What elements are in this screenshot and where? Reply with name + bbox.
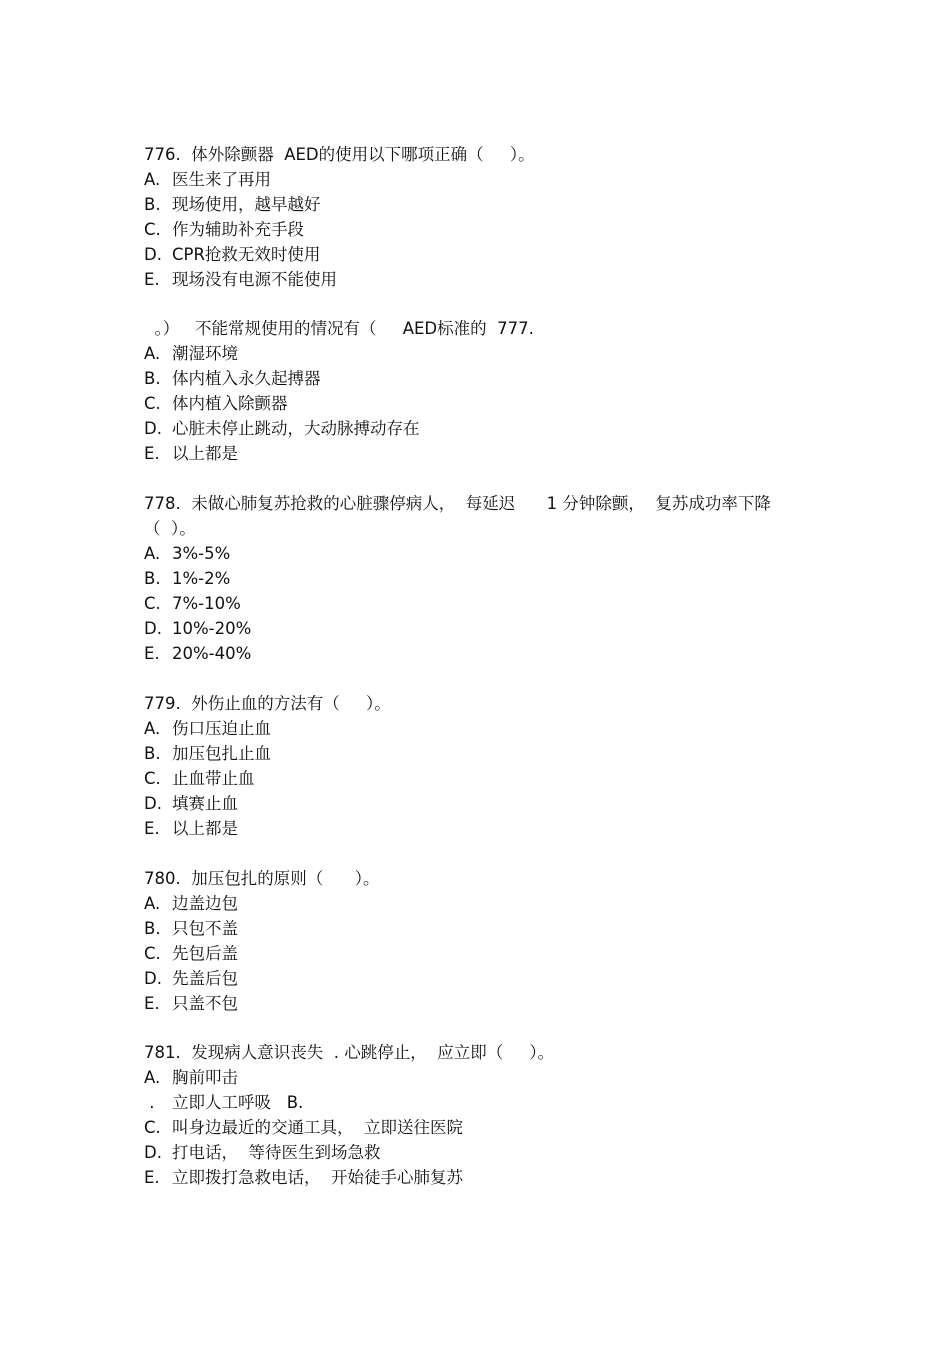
option-c <box>144 591 824 616</box>
option-letter: C. <box>144 1118 161 1137</box>
option-text: 叫身边最近的交通工具， 立即送往医院 <box>172 1118 463 1137</box>
option-e <box>144 1165 824 1190</box>
question-stem: 780. 加压包扎的原则（ ）。 <box>144 869 380 888</box>
option-d <box>144 616 824 641</box>
option-d <box>144 242 824 267</box>
question-779 <box>144 691 824 841</box>
option-letter: B. <box>144 195 161 214</box>
option-a <box>144 541 824 566</box>
option-text: 3%-5% <box>172 544 231 563</box>
option-text: 作为辅助补充手段 <box>172 220 304 239</box>
option-letter: A. <box>144 170 161 189</box>
option-e <box>144 641 824 666</box>
option-text: 心脏未停止跳动，大动脉搏动存在 <box>172 419 420 438</box>
option-c <box>144 766 824 791</box>
option-e <box>144 816 824 841</box>
question-777 <box>144 316 824 466</box>
option-letter: B. <box>144 919 161 938</box>
option-text: 先包后盖 <box>172 944 238 963</box>
question-stem: 779. 外伤止血的方法有（ ）。 <box>144 694 391 713</box>
option-text: 7%-10% <box>172 594 241 613</box>
option-text: 先盖后包 <box>172 969 238 988</box>
option-c <box>144 391 824 416</box>
option-text: 打电话， 等待医生到场急救 <box>172 1143 381 1162</box>
option-e <box>144 991 824 1016</box>
option-text: 胸前叩击 <box>172 1068 238 1087</box>
question-stem-continuation: （ ）。 <box>144 519 196 538</box>
option-text: 现场没有电源不能使用 <box>172 270 337 289</box>
option-letter: C. <box>144 769 161 788</box>
option-text: 20%-40% <box>172 644 252 663</box>
option-c <box>144 941 824 966</box>
option-letter: C. <box>144 944 161 963</box>
option-a <box>144 716 824 741</box>
question-stem: 776. 体外除颤器 AED的使用以下哪项正确（ ）。 <box>144 145 535 164</box>
option-text: 加压包扎止血 <box>172 744 271 763</box>
option-d <box>144 416 824 441</box>
option-d <box>144 1140 824 1165</box>
question-stem: 。） 不能常规使用的情况有（ AED标准的 777. <box>144 319 534 338</box>
option-letter: E. <box>144 819 160 838</box>
option-a <box>144 167 824 192</box>
option-e <box>144 267 824 292</box>
option-letter: E. <box>144 444 160 463</box>
option-letter: A. <box>144 544 161 563</box>
question-stem: 778. 未做心肺复苏抢救的心脏骤停病人， 每延迟 1 分钟除颤， 复苏成功率下降 <box>144 494 771 513</box>
option-text: 伤口压迫止血 <box>172 719 271 738</box>
option-b <box>144 916 824 941</box>
option-letter: E. <box>144 644 160 663</box>
option-text: 边盖边包 <box>172 894 238 913</box>
question-781 <box>144 1040 824 1190</box>
option-b <box>144 741 824 766</box>
option-text: 体内植入除颤器 <box>172 394 288 413</box>
option-c <box>144 1115 824 1140</box>
option-c <box>144 217 824 242</box>
option-text: 只盖不包 <box>172 994 238 1013</box>
option-d <box>144 791 824 816</box>
question-778 <box>144 491 824 666</box>
option-b <box>144 366 824 391</box>
option-letter: C. <box>144 220 161 239</box>
option-text: 1%-2% <box>172 569 231 588</box>
question-776 <box>144 142 824 292</box>
option-letter: D. <box>144 1143 162 1162</box>
option-text: 10%-20% <box>172 619 252 638</box>
option-text: 体内植入永久起搏器 <box>172 369 321 388</box>
option-text: 立即人工呼吸 B. <box>172 1093 304 1112</box>
option-letter: D. <box>144 419 162 438</box>
option-letter: D. <box>144 794 162 813</box>
option-text: 填赛止血 <box>172 794 238 813</box>
option-letter: D. <box>144 619 162 638</box>
option-letter: D. <box>144 969 162 988</box>
option-letter: A. <box>144 1068 161 1087</box>
option-letter: D. <box>144 245 162 264</box>
option-a <box>144 891 824 916</box>
option-letter: . <box>144 1093 155 1112</box>
option-letter: E. <box>144 994 160 1013</box>
question-780 <box>144 866 824 1016</box>
option-letter: A. <box>144 894 161 913</box>
option-letter: B. <box>144 369 161 388</box>
option-letter: B. <box>144 744 161 763</box>
option-text: 潮湿环境 <box>172 344 238 363</box>
option-e <box>144 441 824 466</box>
option-text: 以上都是 <box>172 819 238 838</box>
option-letter: E. <box>144 270 160 289</box>
option-b <box>144 192 824 217</box>
option-text: 现场使用，越早越好 <box>172 195 321 214</box>
option-letter: C. <box>144 594 161 613</box>
option-text: CPR抢救无效时使用 <box>172 245 321 264</box>
option-text: 医生来了再用 <box>172 170 271 189</box>
option-letter: C. <box>144 394 161 413</box>
option-b <box>144 566 824 591</box>
option-letter: E. <box>144 1168 160 1187</box>
option-a <box>144 341 824 366</box>
option-letter: A. <box>144 719 161 738</box>
question-stem: 781. 发现病人意识丧失 . 心跳停止， 应立即（ ）。 <box>144 1043 555 1062</box>
option-letter: A. <box>144 344 161 363</box>
option-b <box>144 1090 824 1115</box>
option-a <box>144 1065 824 1090</box>
option-text: 以上都是 <box>172 444 238 463</box>
option-text: 只包不盖 <box>172 919 238 938</box>
option-text: 止血带止血 <box>172 769 255 788</box>
option-d <box>144 966 824 991</box>
option-letter: B. <box>144 569 161 588</box>
option-text: 立即拨打急救电话， 开始徒手心肺复苏 <box>172 1168 463 1187</box>
